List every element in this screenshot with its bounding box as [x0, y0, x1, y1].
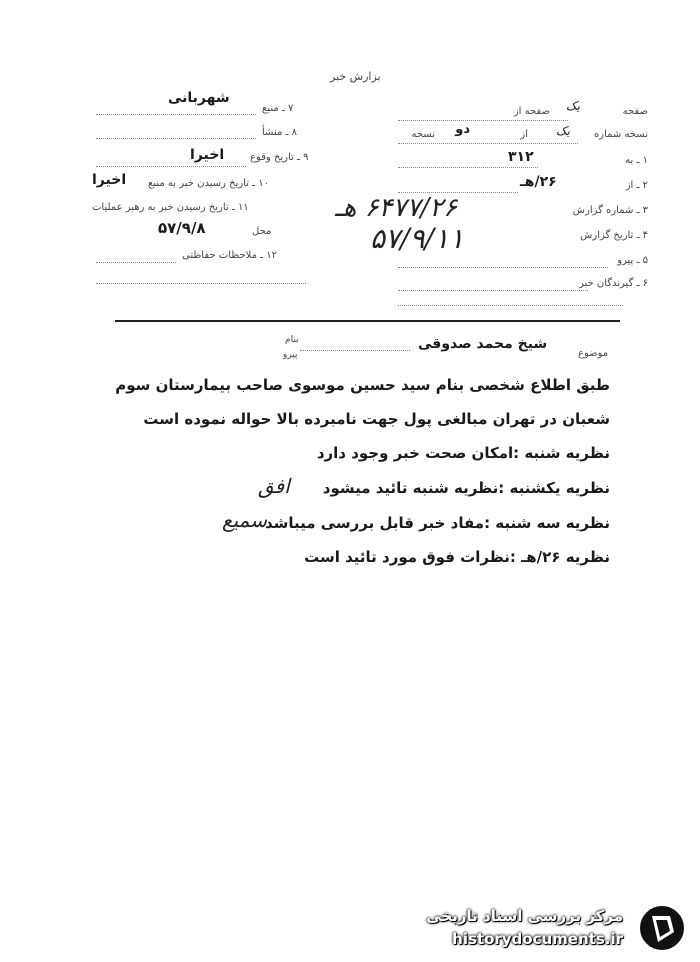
header-divider [115, 320, 620, 322]
body-line: نظریه سه شنبه :مفاد خبر قابل بررسی میباشد [264, 514, 610, 532]
copy-count: دو [455, 122, 470, 137]
body-line: شعبان در تهران مبالغی پول جهت نامبرده بالا حواله نموده است [143, 410, 610, 428]
subject-sub-label-2: پیرو [283, 350, 298, 360]
field-received-value: اخیرا [92, 172, 127, 188]
copy-handwritten: یک [555, 124, 570, 138]
report-title: بزارش خبر [330, 70, 381, 83]
field-origin-label: ۸ ـ منشأ [262, 127, 298, 138]
field-origin-line [96, 138, 256, 139]
field-received-label: ۱۰ ـ تاریخ رسیدن خبر به منبع [148, 178, 270, 189]
field-followup-label: ۵ ـ پیرو [617, 255, 648, 266]
page-label: صفحه [622, 106, 648, 117]
field-source-label: ۷ ـ منبع [262, 103, 294, 114]
field-operations-label: ۱۱ ـ تاریخ رسیدن خبر به رهبر عملیات [92, 202, 249, 213]
field-from-value: ۲۶/هـ [520, 174, 557, 190]
copy-label: نسخه شماره [594, 129, 648, 140]
subject-sub-label-1: بنام [285, 335, 299, 345]
body-line: نظریه شنبه :امکان صحت خبر وجود دارد [316, 444, 610, 462]
subject-line [300, 350, 410, 351]
field-occurrence-label: ۹ ـ تاریخ وقوع [250, 152, 309, 163]
field-report-date-label: ۴ ـ تاریخ گزارش [580, 230, 648, 241]
watermark-url: historydocuments.ir [452, 930, 623, 948]
field-security-label: ۱۲ ـ ملاحظات حفاظتی [182, 250, 277, 261]
copy-count-suffix: نسخه [411, 129, 435, 140]
field-followup-line [398, 267, 608, 268]
org-name: شهربانی [168, 90, 230, 106]
field-report-number-value: ۶۴۷۷/۲۶ هـ [335, 193, 458, 223]
copy-of-label: از [520, 129, 528, 140]
handwritten-note-sunday: افق [258, 474, 290, 498]
field-occurrence-line [96, 166, 246, 167]
subject-value: شیخ محمد صدوقی [418, 336, 548, 352]
page-of-label: صفحه از [513, 106, 550, 117]
field-report-number-label: ۳ ـ شماره گزارش [572, 205, 648, 216]
body-line: طبق اطلاع شخصی بنام سید حسین موسوی صاحب بیمارستان سوم [115, 376, 610, 394]
field-report-date-value: ۵۷/۹/۱۱ [370, 222, 465, 255]
field-source-line [96, 114, 256, 115]
subject-label: موضوع [578, 348, 609, 359]
field-security-line-2 [96, 283, 306, 284]
body-line: نظریه یکشنبه :نظریه شنبه تائید میشود [322, 479, 610, 497]
page-number: یک [565, 99, 580, 113]
watermark-name: مرکز بررسی اسناد تاریخی [426, 907, 623, 925]
handwritten-signature-tuesday: سمیع [222, 508, 267, 532]
copy-line [398, 143, 578, 144]
field-recipients-line-2 [398, 305, 623, 306]
field-to-label: ۱ ـ به [625, 155, 648, 166]
body-line: نظریه ۲۶/هـ :نظرات فوق مورد تائید است [304, 548, 610, 566]
field-from-label: ۲ ـ از [625, 180, 648, 191]
page-line [398, 120, 568, 121]
field-place-value: ۵۷/۹/۸ [158, 219, 206, 237]
field-recipients-label: ۶ ـ گیرندگان خبر [578, 278, 648, 289]
watermark-logo-icon [636, 902, 688, 954]
field-place-label: محل [252, 226, 272, 237]
field-to-line [398, 167, 538, 168]
field-occurrence-value: اخیرا [190, 147, 225, 163]
field-to-value: ۳۱۲ [508, 149, 534, 165]
field-recipients-line [398, 290, 588, 291]
field-security-line [96, 262, 176, 263]
